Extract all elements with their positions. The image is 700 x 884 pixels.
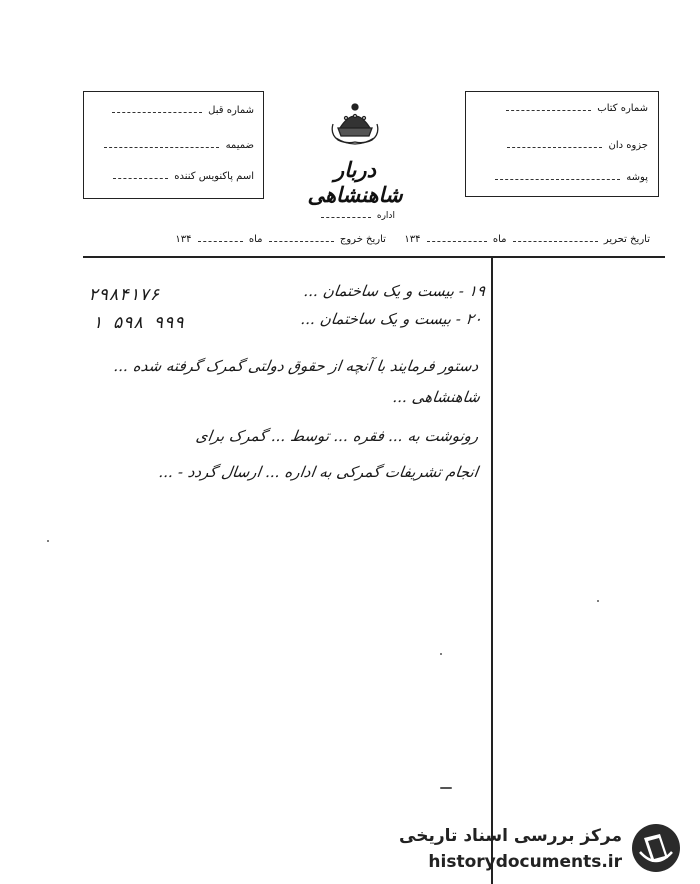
handwritten-para2-line1: رونوشت به ... فقره ... توسط ... گمرک برای xyxy=(194,427,480,445)
history-documents-logo-icon xyxy=(630,822,682,874)
scan-speck xyxy=(440,653,442,655)
previous-number-field xyxy=(109,104,254,116)
handwritten-number-2: ۱ ۵۹۸ ۹۹۹ xyxy=(92,313,185,333)
drafter-name-label: اسم پاکنویس کننده xyxy=(174,171,254,182)
file-section-field xyxy=(504,139,648,151)
margin-rule xyxy=(491,258,493,884)
previous-number-label: شماره قبل xyxy=(208,105,254,116)
header-rule xyxy=(83,256,665,258)
watermark-url: historydocuments.ir xyxy=(428,852,622,872)
drafter-name-field xyxy=(110,170,254,182)
org-name: دربار شاهنشاهی xyxy=(307,157,403,207)
folder-label: پوشه xyxy=(626,172,648,183)
scan-speck xyxy=(440,787,452,789)
attachment-field xyxy=(101,139,254,151)
date-row xyxy=(175,233,650,245)
month-label-2: ماه xyxy=(248,234,263,245)
file-section-label: جزوه دان xyxy=(608,140,648,151)
crown-emblem-icon xyxy=(328,98,382,150)
book-number-field xyxy=(503,102,648,114)
handwritten-item-1: ۱۹ - بیست و یک ساختمان ... xyxy=(302,282,487,300)
year-prefix-1: ۱۳۴ xyxy=(404,234,421,245)
write-date-label: تاریخ تحریر xyxy=(603,234,650,245)
department-label: اداره xyxy=(376,211,395,221)
handwritten-para2-line2: انجام تشریفات گمرکی به اداره ... ارسال گردد - ... xyxy=(157,463,480,481)
exit-date-label: تاریخ خروج xyxy=(339,234,386,245)
handwritten-number-1: ۲۹۸۴۱۷۶ xyxy=(88,285,160,305)
folder-field xyxy=(492,171,648,183)
watermark-title: مرکز بررسی اسناد تاریخی xyxy=(399,826,622,846)
handwritten-para1-line2: شاهنشاهی ... xyxy=(391,388,482,406)
handwritten-item-2: ۲۰ - بیست و یک ساختمان ... xyxy=(299,310,484,328)
department-field xyxy=(318,209,395,221)
month-label: ماه xyxy=(492,234,507,245)
attachment-label: ضمیمه xyxy=(225,140,254,151)
book-number-label: شماره کتاب xyxy=(597,103,648,114)
year-prefix-2: ۱۳۴ xyxy=(175,234,192,245)
scan-speck xyxy=(47,540,49,542)
scan-speck xyxy=(597,600,599,602)
handwritten-para1-line1: دستور فرمایند با آنچه از حقوق دولتی گمرک گرفته شده ... xyxy=(112,357,480,375)
